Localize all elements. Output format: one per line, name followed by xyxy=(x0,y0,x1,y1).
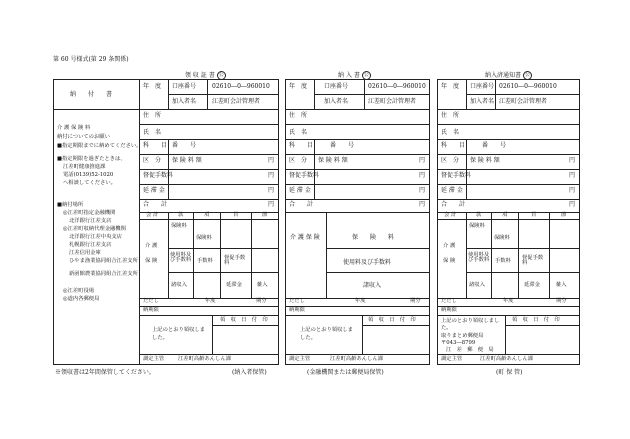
gokei-label: 合 計 xyxy=(143,201,168,208)
setsu-label: 節 xyxy=(262,212,268,218)
entai-label: 延 滞 金 xyxy=(143,187,165,194)
item-15: 新函館農業協同組合江差支所 xyxy=(69,271,138,277)
r-kaikei: 会 計 xyxy=(444,212,457,218)
form-number: 第 60 号様式(第 29 条関係) xyxy=(53,56,129,63)
hoken-label: 保 険 料 額 xyxy=(172,157,202,164)
r-jusho: 住 所 xyxy=(441,112,460,119)
r-kouza: 02610―0―960010 xyxy=(499,83,557,90)
mid-kibun: 期分 xyxy=(410,298,421,304)
footer-copy2: (金融機関または郵便局保管) xyxy=(307,369,384,376)
tadashi-label: ただし xyxy=(143,298,159,304)
hokenryo-kan: 保険料 xyxy=(171,223,187,229)
item-11: 北洋銀行江差中央支店 xyxy=(69,234,122,240)
item-5: 電話(0139)52-1020 xyxy=(63,172,114,178)
mid-received: 上記のとおり領収しました。 xyxy=(300,327,353,341)
r-tokusoku: 督促手数料 xyxy=(441,172,472,179)
item-10: ◎江差町収納代理金融機関 xyxy=(63,226,126,232)
r-gokei: 合 計 xyxy=(441,201,466,208)
r-tori: 取りまとめ郵便局 xyxy=(441,333,484,339)
r-shiyo: 使用料及び手数料 xyxy=(468,252,490,264)
tsuchi-title-text: 納入済通知書 xyxy=(485,72,522,79)
shoshunyu-label: 諸収入 xyxy=(171,282,187,288)
ku-label: 区 分 xyxy=(143,157,162,164)
mid-kamoku: 科 目 xyxy=(289,142,314,149)
kan-label: 款 xyxy=(178,212,184,218)
en-3: 円 xyxy=(268,187,275,194)
r-en-4: 円 xyxy=(569,201,576,208)
mid-bango: 番 号 xyxy=(330,142,355,149)
en-2: 円 xyxy=(268,172,275,179)
tokusoku-label: 督促手数料 xyxy=(143,172,174,179)
shimei-label: 氏 名 xyxy=(143,129,162,136)
nokigen-label: 納期限 xyxy=(143,307,159,313)
kibun-label: 期分 xyxy=(256,298,267,304)
mid-chotei: 調定主管 xyxy=(289,356,311,362)
kaikei-label: 会 計 xyxy=(146,212,159,218)
r-tadashi: ただし xyxy=(441,298,457,304)
seal-icon: 公 xyxy=(525,72,531,78)
mid-kouza: 02610―0―960010 xyxy=(368,83,426,90)
mid-kanyu-label: 加入者名 xyxy=(324,98,349,105)
hokenryo-ko: 保険料 xyxy=(196,235,212,241)
kanyu-value: 江差町会計管理者 xyxy=(212,98,261,105)
entai2-label: 延滞金 xyxy=(226,282,242,288)
nendo-label: 年 度 xyxy=(143,83,162,90)
r-en-1: 円 xyxy=(569,157,576,164)
r-kanyu: 江差町会計管理者 xyxy=(499,98,548,105)
zatsu-label: 雑入 xyxy=(257,282,268,288)
mid-shoshunyu: 諸収入 xyxy=(363,282,382,289)
r-hokenryo-kan: 保険料 xyxy=(469,223,485,229)
r-nendo2: 年度 xyxy=(503,298,514,304)
item-1: 納付についてのお願い xyxy=(57,134,110,140)
item-12: 札幌銀行江差支店 xyxy=(69,242,112,248)
receipt-title-text: 領 収 証 書 xyxy=(185,72,215,79)
r-kan: 款 xyxy=(476,212,482,218)
mid-jusho: 住 所 xyxy=(289,112,308,119)
r-chotei: 調定主管 xyxy=(441,356,463,362)
r-post: 江 差 郵 便 局 xyxy=(446,347,494,353)
item-4: 江差町健康推進課 xyxy=(63,164,106,170)
nendo2-label: 年度 xyxy=(205,298,216,304)
hokenkyo-label: 保 険 xyxy=(145,258,158,264)
r-entai: 延 滞 金 xyxy=(441,187,463,194)
item-2: ■指定期限までに納めてください。 xyxy=(57,143,142,149)
r-ka: 江差町高齢あんしん課 xyxy=(480,356,533,362)
moku-label: 目 xyxy=(233,212,239,218)
mid-kouza-label: 口座番号 xyxy=(324,83,349,90)
mid-shiyo: 使用料及び手数料 xyxy=(343,259,392,266)
kouza-value: 02610―0―960010 xyxy=(212,83,270,90)
r-nokigen: 納期限 xyxy=(441,307,457,313)
mid-entai: 延 滞 金 xyxy=(289,187,311,194)
r-en-2: 円 xyxy=(569,172,576,179)
r-tokusoku2: 督促手数料 xyxy=(522,255,544,267)
item-13: 江差信用金庫 xyxy=(69,250,101,256)
mid-tokusoku: 督促手数料 xyxy=(289,172,320,179)
footer-note: ※領収書は2年間保管してください。 xyxy=(55,369,155,376)
mid-hokenryo: 保 険 料 xyxy=(352,234,395,241)
item-16: ◎江差町役場 xyxy=(63,288,95,294)
r-kibun: 期分 xyxy=(556,298,567,304)
footer-copy1: (納入者保管) xyxy=(232,369,267,376)
r-hoken: 保 険 料 額 xyxy=(470,157,500,164)
r-hokenkyo: 保 険 xyxy=(443,258,456,264)
mid-shimei: 氏 名 xyxy=(289,129,308,136)
r-kanyu-label: 加入者名 xyxy=(470,98,495,105)
item-3: ■指定期限を過ぎたときは、 xyxy=(57,156,126,162)
item-9: 北洋銀行江差支店 xyxy=(69,218,112,224)
mid-hoken: 保 険 料 額 xyxy=(318,157,348,164)
mid-ryoshu-date: 領 収 日 付 印 xyxy=(368,317,416,323)
en-4: 円 xyxy=(268,201,275,208)
nyu-title-text: 納 入 書 xyxy=(338,72,360,79)
r-ku: 区 分 xyxy=(441,157,460,164)
r-received: 上記のとおり領収しました。 xyxy=(441,318,500,332)
kaigo-label: 介 護 xyxy=(145,243,158,249)
mid-ku: 区 分 xyxy=(289,157,308,164)
mid-tadashi: ただし xyxy=(289,298,305,304)
mid-kanyu: 江差町会計管理者 xyxy=(368,98,417,105)
r-setsu: 節 xyxy=(561,212,567,218)
r-shimei: 氏 名 xyxy=(441,129,460,136)
shiyo-label: 使用料及び手数料 xyxy=(170,252,192,264)
r-ko: 項 xyxy=(502,212,508,218)
nofusho-label: 納 付 書 xyxy=(70,91,113,98)
footer-copy3: (町 保 管) xyxy=(496,369,523,376)
mid-kaigo: 介 護 保 険 xyxy=(290,234,320,241)
item-7: ■納付場所 xyxy=(57,202,84,208)
item-17: ◎道内各郵便局 xyxy=(63,296,100,302)
r-hokenryo-ko: 保険料 xyxy=(494,235,510,241)
chotei-label: 調定主管 xyxy=(143,356,165,362)
r-moku: 目 xyxy=(531,212,537,218)
mid-en-1: 円 xyxy=(419,157,426,164)
r-en-3: 円 xyxy=(569,187,576,194)
item-8: ◎江差町指定金融機関 xyxy=(63,210,116,216)
mid-nendo2: 年度 xyxy=(355,298,366,304)
mid-en-4: 円 xyxy=(419,201,426,208)
r-kamoku: 科 目 xyxy=(441,142,466,149)
ryoshu-date-label: 領 収 日 付 印 xyxy=(220,317,268,323)
mid-nendo: 年 度 xyxy=(289,83,308,90)
bango-label: 番 号 xyxy=(172,142,197,149)
r-kaigo: 介 護 xyxy=(443,243,456,249)
r-kouza-label: 口座番号 xyxy=(470,83,495,90)
seal-icon: 公 xyxy=(218,72,224,78)
jusho-label: 住 所 xyxy=(143,112,162,119)
item-0: 介 護 保 険 料 xyxy=(57,125,91,131)
r-bango: 番 号 xyxy=(482,142,507,149)
item-6: へ相談してください。 xyxy=(63,180,116,186)
item-14: ひやま漁業協同組合江差支所 xyxy=(69,258,138,264)
ko-label: 項 xyxy=(204,212,210,218)
en-1: 円 xyxy=(268,157,275,164)
r-ryoshu-date: 領 収 日 付 印 xyxy=(512,317,560,323)
mid-nokigen: 納期限 xyxy=(289,307,305,313)
seal-icon: 公 xyxy=(363,72,369,78)
r-entai2: 延滞金 xyxy=(524,282,540,288)
r-nendo: 年 度 xyxy=(441,83,460,90)
received-text: 上記のとおり領収しました。 xyxy=(152,327,205,341)
r-zip: 〒043―8799 xyxy=(441,340,476,346)
kouza-label: 口座番号 xyxy=(172,83,197,90)
mid-en-2: 円 xyxy=(419,172,426,179)
r-tesuryo: 手数料 xyxy=(495,258,511,264)
mid-gokei: 合 計 xyxy=(289,201,314,208)
r-zatsu: 雑入 xyxy=(556,282,567,288)
mid-en-3: 円 xyxy=(419,187,426,194)
kanyu-label: 加入者名 xyxy=(172,98,197,105)
ka-label: 江差町高齢あんしん課 xyxy=(178,356,231,362)
tesuryo-label: 手数料 xyxy=(197,258,213,264)
tokusoku2-label: 督促手数料 xyxy=(224,255,246,267)
kamoku-label: 科 目 xyxy=(143,142,168,149)
r-shoshunyu: 諸収入 xyxy=(469,282,485,288)
mid-ka: 江差町高齢あんしん課 xyxy=(330,356,383,362)
